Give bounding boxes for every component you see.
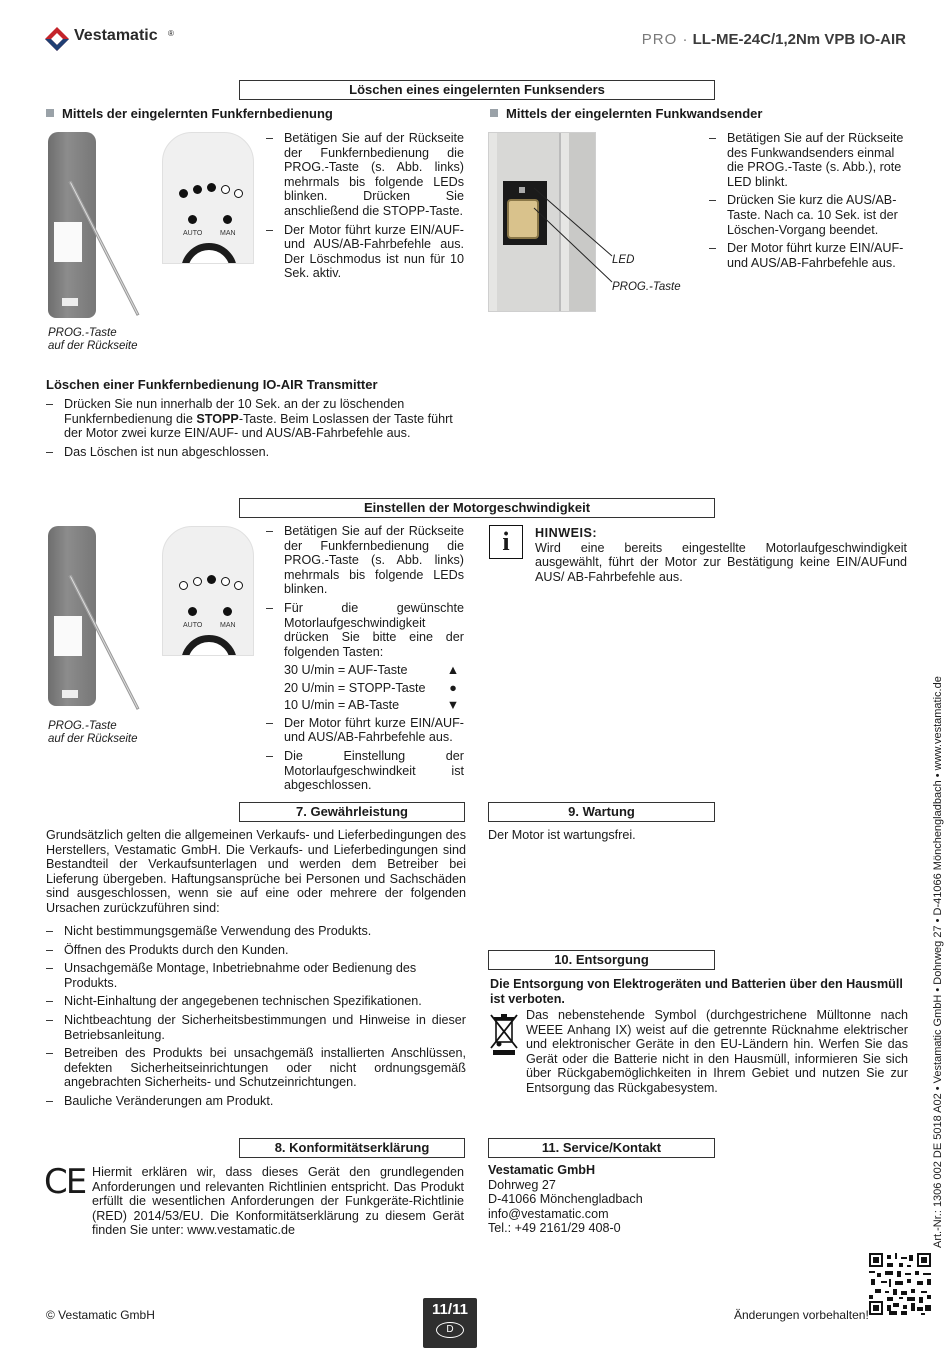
step-item: – Betätigen Sie auf der Rückseite der Funkfernbedienung die PROG.-Taste (s. Abb. links) mehrmals bis folgende LEDs blinken. (266, 524, 464, 597)
remote-label-sticker (54, 616, 82, 656)
speed-option (266, 663, 464, 681)
step-item: – Drücken Sie kurz die AUS/AB-Taste. Nach ca. 10 Sek. ist der Löschen-Vorgang beendet. (709, 193, 909, 237)
caption-line: PROG.-Taste (48, 720, 117, 732)
delete-remote-steps (266, 131, 464, 285)
step-item: – Der Motor führt kurze EIN/AUF- und AUS/AB-Fahrbefehle aus. Der Löschmodus ist nun für 10 Sek. aktiv. (266, 223, 464, 281)
section-title-delete: Löschen eines eingelernten Funksenders (239, 80, 715, 100)
prog-caption-2 (48, 720, 138, 746)
ce-mark-icon: CE (44, 1162, 86, 1202)
led-indicator (221, 185, 230, 194)
speed-option (266, 681, 464, 699)
warranty-item: – Unsachgemäße Montage, Inbetriebnahme oder Bedienung des Produkts. (46, 961, 466, 990)
contact-email[interactable]: info@vestamatic.com (488, 1206, 609, 1221)
step-text: -Taste. Beim Loslassen der Taste führt der Motor zwei kurze EIN/AUF- und AUS/AB-Fahrbefehle aus. (64, 411, 453, 441)
remote-prog-slot (62, 690, 78, 698)
man-label: MAN (220, 230, 236, 237)
warranty-intro: Grundsätzlich gelten die allgemeinen Verkaufs- und Lieferbedingungen des Herstellers, Vestamatic GmbH. Die Verkaufs- und Lieferbedingungen sind Bestandteil der Verkaufsunterlagen und werden dem Betreiber bei Lieferung übergeben. Haftungsansprüche bei Personen und Sachschäden sind ausgeschlossen, wenn sie auf eine oder mehrere der folgenden Ursachen zurückzuführen sind: (46, 828, 466, 915)
step-item: – Betätigen Sie auf der Rückseite der Funkfernbedienung die PROG.-Taste (s. Abb. links) mehrmals bis folgende LEDs blinken. Drücken Sie anschließend die STOPP-Taste. (266, 131, 464, 219)
warranty-item: – Öffnen des Produkts durch den Kunden. (46, 943, 466, 958)
section-title-warranty: 7. Gewährleistung (239, 802, 465, 822)
footer-note: Änderungen vorbehalten! (734, 1308, 869, 1322)
led-indicator (193, 577, 202, 586)
caption-line: auf der Rückseite (48, 733, 138, 745)
section-title-disposal: 10. Entsorgung (488, 950, 715, 970)
product-title (642, 33, 906, 48)
step-item: – Der Motor führt kurze EIN/AUF- und AUS/AB-Fahrbefehle aus. (266, 716, 464, 745)
square-bullet-icon (46, 109, 54, 117)
page-number: 11/11 (432, 1301, 468, 1318)
led-indicator (234, 581, 243, 590)
language-badge: D (436, 1322, 464, 1338)
weee-bin-icon (489, 1012, 519, 1056)
qr-code-icon (869, 1253, 931, 1315)
warranty-list (46, 924, 466, 1113)
remote-label-sticker (54, 222, 82, 262)
step-text: Drücken Sie nun innerhalb der 10 Sek. an der zu löschenden Funkfernbedienung die (64, 397, 405, 426)
remote-back-image (48, 526, 158, 716)
conformity-text: Hiermit erklären wir, dass dieses Gerät den grundlegenden Anforderungen und relevanten Richtlinien entspricht. Das Produkt erfüllt die wesentlichen Anforderungen der Funkgeräte-Richtlinie (RED) 2014/53/EU. Die Konformitätserklärung zu diesem Gerät finden Sie unter: www.vestamatic.de (92, 1165, 464, 1238)
vestamatic-logo-icon (44, 26, 70, 52)
man-button-dot (223, 607, 232, 616)
hint-title: HINWEIS: (535, 526, 598, 540)
hint-box (535, 526, 907, 584)
maintenance-text: Der Motor ist wartungsfrei. (488, 828, 636, 842)
step-item: – Der Motor führt kurze EIN/AUF- und AUS/AB-Fahrbefehle aus. (709, 241, 909, 270)
registered-mark: ® (168, 29, 174, 38)
brand-name: Vestamatic (74, 27, 158, 44)
man-button-dot (223, 215, 232, 224)
heading-remote (46, 107, 333, 122)
product-prefix: PRO · (641, 31, 689, 48)
transmitter-steps (46, 397, 466, 463)
square-bullet-icon (490, 109, 498, 117)
led-indicator (221, 577, 230, 586)
auto-button-dot (188, 607, 197, 616)
section-title-conformity: 8. Konformitätserklärung (239, 1138, 465, 1158)
contact-company: Vestamatic GmbH (488, 1163, 596, 1177)
wheel-control (181, 635, 237, 656)
warranty-item: – Nicht bestimmungsgemäße Verwendung des Produkts. (46, 924, 466, 939)
step-item (46, 397, 466, 441)
remote-back-image (48, 132, 158, 322)
warranty-item: – Nichtbeachtung der Sicherheitsbestimmungen und Hinweise in dieser Betriebsanleitung. (46, 1013, 466, 1042)
heading-wall-transmitter (490, 107, 762, 122)
product-name: LL-ME-24C/1,2Nm VPB IO-AIR (692, 31, 906, 48)
section-title-speed: Einstellen der Motorgeschwindigkeit (239, 498, 715, 518)
hint-text: Wird eine bereits eingestellte Motorlaufgeschwindigkeit ausgewählt, führt der Motor zur Bestätigung keine EIN/AUFund AUS/ AB-Fahrbefehle aus. (535, 540, 907, 584)
speed-label: 30 U/min = AUF-Taste (284, 663, 408, 678)
auto-button-dot (188, 215, 197, 224)
section-title-contact: 11. Service/Kontakt (488, 1138, 715, 1158)
pointer-lines (530, 180, 620, 290)
speed-option (266, 698, 464, 716)
led-indicator (179, 581, 188, 590)
heading-remote-text: Mittels der eingelernten Funkfernbedienung (62, 106, 333, 121)
led-indicator (179, 189, 188, 198)
warranty-item: – Betreiben des Produkts bei unsachgemäß installierten Anschlüssen, defekten Sicherheitseinrichtungen oder nicht ordnungsgemäß angebrachten Sicherheits- und Schutzeinrichtungen. (46, 1046, 466, 1090)
auto-label: AUTO (183, 230, 203, 237)
page-badge (423, 1298, 477, 1348)
led-indicator (207, 575, 216, 584)
label-led: LED (612, 254, 635, 266)
remote-front-panel (162, 132, 254, 264)
step-item: – Die Einstellung der Motorlaufgeschwindkeit ist abgeschlossen. (266, 749, 464, 793)
label-prog-taste: PROG.-Taste (612, 281, 681, 293)
arrow-down-icon: ▼ (446, 698, 460, 713)
caption-line: auf der Rückseite (48, 340, 138, 352)
contact-street: Dohrweg 27 (488, 1177, 556, 1192)
heading-transmitter-delete: Löschen einer Funkfernbedienung IO-AIR Transmitter (46, 377, 378, 392)
warranty-item: – Bauliche Veränderungen am Produkt. (46, 1094, 466, 1109)
heading-wall-text: Mittels der eingelernten Funkwandsender (506, 106, 763, 121)
contact-city: D-41066 Mönchengladbach (488, 1192, 643, 1207)
stop-dot-icon: ● (449, 680, 457, 695)
step-item: – Das Löschen ist nun abgeschlossen. (46, 445, 466, 460)
step-item: – Betätigen Sie auf der Rückseite des Funkwandsenders einmal die PROG.-Taste (s. Abb.), rote LED blinkt. (709, 131, 909, 189)
remote-prog-slot (62, 298, 78, 306)
led-indicator (207, 183, 216, 192)
wheel-control (181, 243, 237, 264)
speed-steps (266, 524, 464, 797)
delete-wall-steps (709, 131, 909, 274)
warranty-item: – Nicht-Einhaltung der angegebenen technischen Spezifikationen. (46, 994, 466, 1009)
arrow-up-icon: ▲ (446, 663, 460, 678)
disposal-heading: Die Entsorgung von Elektrogeräten und Batterien über den Hausmüll ist verboten. (490, 977, 903, 1006)
disposal-text: Das nebenstehende Symbol (durchgestrichene Mülltonne nach WEEE Anhang IX) weist auf die getrennte Rücknahme elektrischer und elektronischer Geräte in den EU-Ländern hin. Werfen Sie das Gerät oder die Batterie nicht in den Hausmüll, informieren Sie sich über Rückgabemöglichkeiten in Ihrem Gebiet und nutzen Sie zur Entsorgung das Rückgabesystem. (526, 1008, 908, 1095)
brand-logo (44, 26, 184, 52)
step-bold: STOPP (196, 411, 239, 426)
speed-label: 10 U/min = AB-Taste (284, 698, 400, 713)
side-article-text: Art.-Nr.: 1306 002 DE 5018 A02 • Vestamatic GmbH • Dohrweg 27 • D-41066 Mönchengladbach • www.vestamatic.de (932, 676, 944, 1248)
prog-caption-1 (48, 327, 138, 353)
led-dot (519, 187, 525, 193)
info-icon: i (489, 525, 523, 559)
footer-copyright: © Vestamatic GmbH (46, 1308, 155, 1322)
speed-label: 20 U/min = STOPP-Taste (284, 680, 426, 695)
led-indicator (193, 185, 202, 194)
man-label: MAN (220, 622, 236, 629)
caption-line: PROG.-Taste (48, 327, 117, 339)
contact-phone: Tel.: +49 2161/29 408-0 (488, 1221, 621, 1236)
section-title-maintenance: 9. Wartung (488, 802, 715, 822)
auto-label: AUTO (183, 622, 203, 629)
contact-block (488, 1163, 643, 1236)
step-item: – Für die gewünschte Motorlaufgeschwindigkeit drücken Sie bitte eine der folgenden Tasten: (266, 601, 464, 659)
led-indicator (234, 189, 243, 198)
remote-front-panel (162, 526, 254, 656)
